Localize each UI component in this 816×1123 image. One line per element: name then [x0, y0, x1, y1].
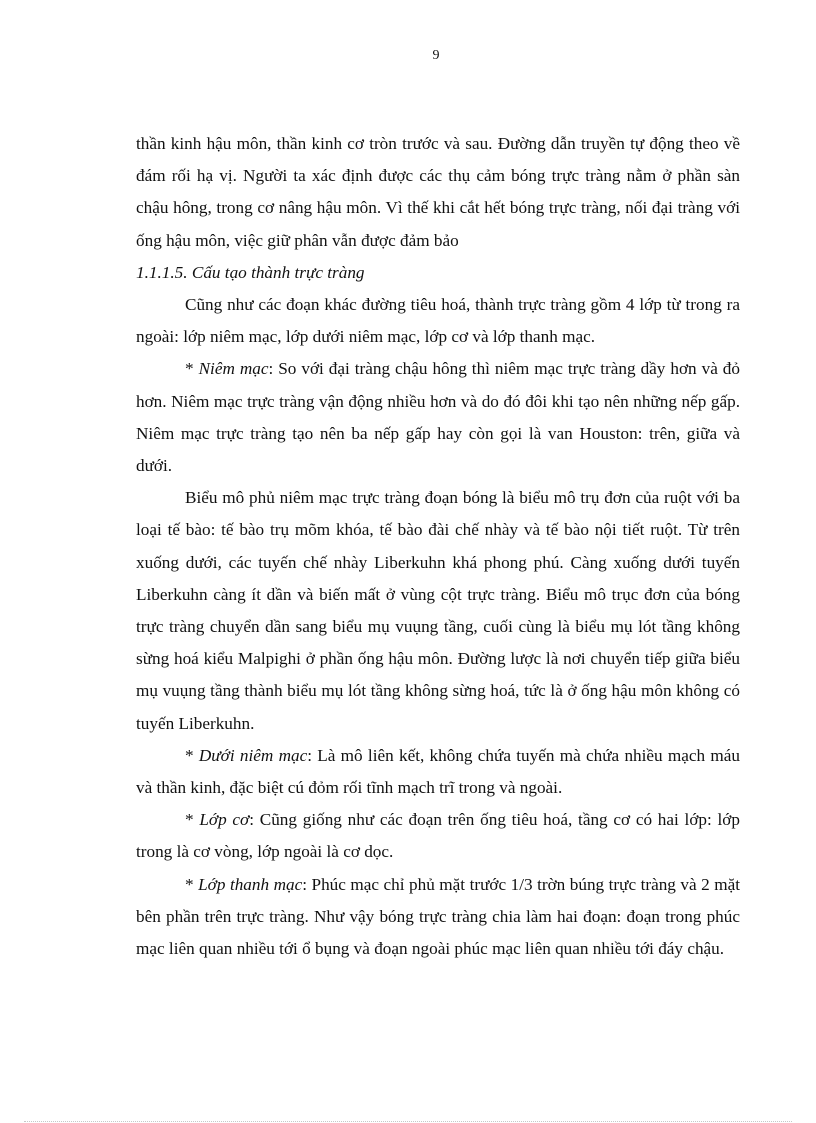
section-heading: 1.1.1.5. Cấu tạo thành trực tràng — [136, 262, 365, 282]
page-bottom-divider — [24, 1121, 792, 1122]
paragraph-1: thần kinh hậu môn, thần kinh cơ tròn trước và sau. Đường dẫn truyền tự động theo về đám rối hạ vị. Người ta xác định được các thụ cảm bóng trực tràng nằm ở phần sàn chậu hông, trong cơ nâng hậu môn. Vì thế khi cắt hết bóng trực tràng, nối đại tràng với ống hậu môn, việc giữ phân vẫn được đảm bảo — [136, 134, 740, 250]
term-serosa: Lớp thanh mạc — [198, 874, 303, 894]
bullet: * — [185, 874, 199, 894]
term-mucosa: Niêm mạc — [198, 359, 269, 379]
bullet: * — [185, 745, 199, 765]
page-number: 9 — [432, 48, 440, 63]
document-body — [136, 128, 740, 965]
paragraph-text: : Cũng giống như các đoạn trên ống tiêu hoá, tầng cơ có hai lớp: lớp trong là cơ vòng, lớp ngoài là cơ dọc. — [136, 810, 740, 862]
paragraph-text: : Phúc mạc chỉ phủ mặt trước 1/3 trờn búng trực tràng và 2 mặt bên phần trên trực tràng. Như vậy bóng trực tràng chia làm hai đoạn: đoạn trong phúc mạc liên quan nhiều tới ổ bụng và đoạn ngoài phúc mạc liên quan nhiều tới đáy chậu. — [136, 874, 740, 959]
paragraph-serosa — [136, 869, 740, 966]
paragraph-mucosa — [136, 353, 740, 482]
paragraph-text: : Là mô liên kết, không chứa tuyến mà chứa nhiều mạch máu và thần kinh, đặc biệt cú đỏm rối tĩnh mạch trĩ trong và ngoài. — [136, 745, 740, 798]
paragraph-epithelium: Biểu mô phủ niêm mạc trực tràng đoạn bóng là biểu mô trụ đơn của ruột với ba loại tế bào: tế bào trụ mõm khóa, tế bào đài chế nhày và tế bào nội tiết ruột. Từ trên xuống dưới, các tuyến chế nhày Liberkuhn khá phong phú. Càng xuống dưới tuyến Liberkuhn càng ít dần và biến mất ở vùng cột trực tràng. Biểu mô trục đơn của bóng trực tràng chuyển dần sang biểu mụ vuụng tầng, cuối cùng là biểu mụ lót tầng không sừng hoá kiểu Malpighi ở phần ống hậu môn. Đường lược là nơi chuyển tiếp giữa biểu mụ vuụng tầng thành biểu mụ lót tầng không sừng hoá, tức là ở ống hậu môn không có tuyến Liberkuhn. — [136, 488, 740, 733]
bullet: * — [185, 810, 200, 830]
bullet: * — [185, 359, 199, 379]
paragraph-text: : So với đại tràng chậu hông thì niêm mạc trực tràng dầy hơn và đỏ hơn. Niêm mạc trực tràng vận động nhiều hơn và do đó đôi khi tạo nên những nếp gấp. Niêm mạc trực tràng tạo nên ba nếp gấp hay còn gọi là van Houston: trên, giữa và dưới. — [136, 359, 740, 476]
paragraph-submucosa — [136, 740, 740, 804]
paragraph-2: Cũng như các đoạn khác đường tiêu hoá, thành trực tràng gồm 4 lớp từ trong ra ngoài: lớp niêm mạc, lớp dưới niêm mạc, lớp cơ và lớp thanh mạc. — [136, 295, 740, 347]
term-submucosa: Dưới niêm mạc — [198, 745, 308, 765]
term-muscle-layer: Lớp cơ — [199, 810, 250, 830]
paragraph-muscle-layer — [136, 804, 740, 868]
